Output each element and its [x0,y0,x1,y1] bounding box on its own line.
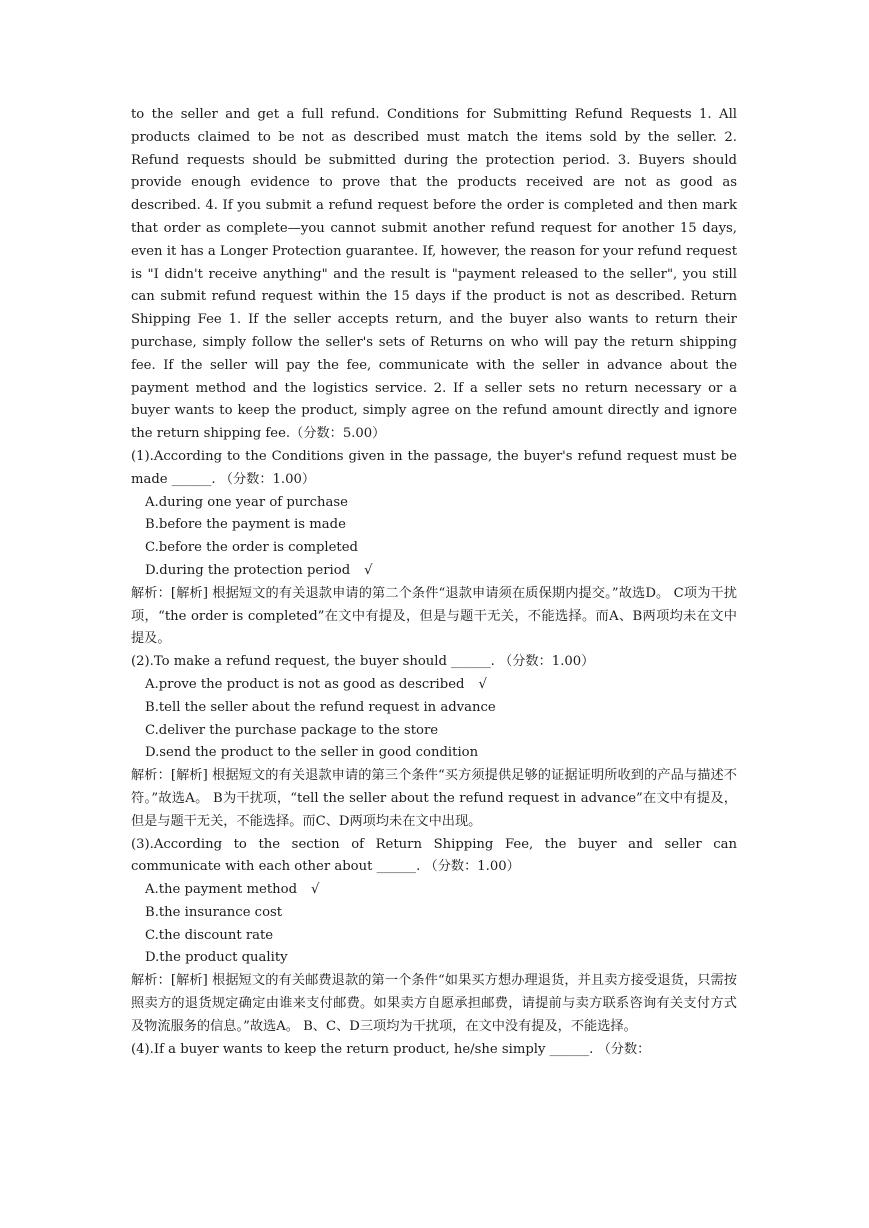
option-d [131,947,737,970]
option-text: C.before the order is completed [145,540,358,556]
option-list [131,492,737,583]
reading-passage: to the seller and get a full refund. Conditions for Submitting Refund Requests 1. All products claimed to be not as described must match the items sold by the seller. 2. Refund requests should be submitted during the protection period. 3. Buyers should provide enough evidence to prove that the products received are not as good as described. 4. If you submit a refund request before the order is completed and then mark that order as complete—you cannot submit another refund request for another 15 days, even it has a Longer Protection guarantee. If, however, the reason for your refund request is "I didn't receive anything" and the result is "payment released to the seller", you still can submit refund request within the 15 days if the product is not as described. Return Shipping Fee 1. If the seller accepts return, and the buyer also wants to return their purchase, simply follow the seller's sets of Returns on who will pay the return shipping fee. If the seller will pay the fee, communicate with the seller in advance about the payment method and the logistics service. 2. If a seller sets no return necessary or a buyer wants to keep the product, simply agree on the refund amount directly and ignore the return shipping fee.（分数：5.00） [131,107,737,442]
option-d [131,742,737,765]
option-text: C.deliver the purchase package to the store [145,722,439,738]
option-text: B.tell the seller about the refund request in advance [145,699,496,715]
question-1 [131,446,737,651]
option-d [131,560,737,583]
option-c [131,925,737,948]
answer-analysis: 解析：[解析] 根据短文的有关邮费退款的第一个条件“如果买方想办理退货，并且卖方接受退货，只需按照卖方的退货规定确定由谁来支付邮费。如果卖方自愿承担邮费，请提前与卖方联系咨询有关支付方式及物流服务的信息。”故选A。 B、C、D三项均为干扰项，在文中没有提及，不能选择。 [131,973,737,1034]
question-stem: (3).According to the section of Return Shipping Fee, the buyer and seller can communicate with each other about ______. （分数：1.00） [131,836,737,875]
option-b [131,902,737,925]
option-text: A.during one year of purchase [145,494,348,510]
answer-analysis: 解析：[解析] 根据短文的有关退款申请的第三个条件“买方须提供足够的证据证明所收到的产品与描述不符。”故选A。 B为干扰项，“tell the seller about the refund request in advance”在文中有提及，但是与题干无关，不能选择。而C、D两项均未在文中出现。 [131,768,737,829]
option-text: B.before the payment is made [145,517,346,533]
option-c [131,720,737,743]
option-b [131,697,737,720]
option-list [131,879,737,970]
correct-check-mark: √ [364,562,373,578]
option-text: A.prove the product is not as good as described [145,676,465,692]
option-a [131,674,737,697]
answer-analysis: 解析：[解析] 根据短文的有关退款申请的第二个条件“退款申请须在质保期内提交。”故选D。 C项为干扰项，“the order is completed”在文中有提及，但是与题干无关，不能选择。而A、B两项均未在文中提及。 [131,585,737,647]
question-stem: (2).To make a refund request, the buyer should ______. （分数：1.00） [131,654,595,670]
question-stem: (1).According to the Conditions given in the passage, the buyer's refund request must be made ______. （分数：1.00） [131,448,737,487]
option-text: C.the discount rate [145,927,274,943]
option-a [131,879,737,902]
correct-check-mark: √ [311,882,320,898]
question-3 [131,834,737,1039]
question-4 [131,1039,737,1062]
correct-check-mark: √ [478,676,487,692]
option-a [131,492,737,515]
option-text: B.the insurance cost [145,904,283,920]
option-text: D.send the product to the seller in good condition [145,745,479,761]
option-c [131,537,737,560]
option-text: D.during the protection period [145,562,351,578]
option-b [131,514,737,537]
option-text: A.the payment method [145,882,298,898]
document-page [131,104,737,1061]
question-stem: (4).If a buyer wants to keep the return product, he/she simply ______. （分数： [131,1041,651,1057]
option-text: D.the product quality [145,950,288,966]
question-2 [131,651,737,833]
option-list [131,674,737,765]
